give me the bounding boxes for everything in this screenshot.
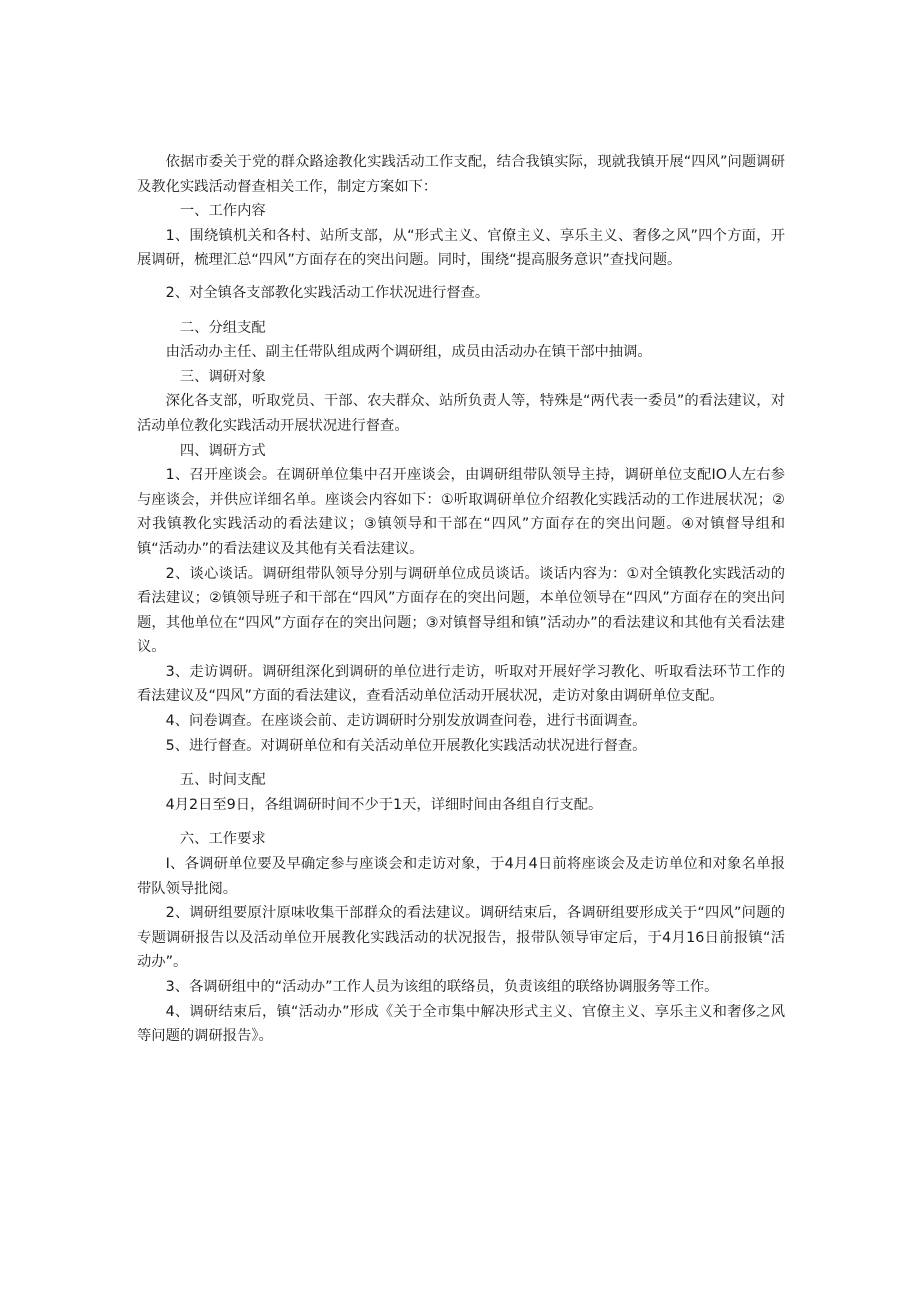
research-method-item-3: 3、走访调研。调研组深化到调研的单位进行走访，听取对开展好学习教化、听取看法环节工作的看法建议及“四风”方面的看法建议，查看活动单位活动开展状况，走访对象由调研单位支配。 (137, 663, 785, 705)
section-heading-work-content: 一、工作内容 (179, 203, 266, 220)
research-method-item-4: 4、问卷调查。在座谈会前、走访调研时分别发放调查问卷，进行书面调查。 (165, 713, 647, 730)
section-heading-research-methods: 四、调研方式 (179, 442, 266, 459)
research-method-item-2: 2、谈心谈话。调研组带队领导分别与调研单位成员谈话。谈话内容为：①对全镇教化实践活动的看法建议；②镇领导班子和干部在“四风”方面存在的突出问题，本单位领导在“四风”方面存在的突出问题，其他单位在“四风”方面存在的突出问题；③对镇督导组和镇”活动办”的看法建议和其他有关看法建议。 (137, 565, 785, 656)
section-heading-research-targets: 三、调研对象 (179, 368, 266, 385)
requirement-item-4: 4、调研结束后，镇“活动办”形成《关于全市集中解决形式主义、官僚主义、享乐主义和奢侈之风等问题的调研报告》。 (137, 1003, 785, 1045)
research-method-item-1: 1、召开座谈会。在调研单位集中召开座谈会，由调研组带队领导主持，调研单位支配IO人左右参与座谈会，并供应详细名单。座谈会内容如下：①听取调研单位介绍教化实践活动的工作进展状况；②对我镇教化实践活动的看法建议；③镇领导和干部在“四风”方面存在的突出问题。④对镇督导组和镇“活动办”的看法建议及其他有关看法建议。 (137, 467, 785, 557)
work-content-item-2: 2、对全镇各支部教化实践活动工作状况进行督查。 (165, 284, 490, 301)
requirement-item-1: I、各调研单位要及早确定参与座谈会和走访对象，于4月4日前将座谈会及走访单位和对象名单报带队领导批阅。 (137, 856, 785, 897)
grouping-paragraph: 由活动办主任、副主任带队组成两个调研组，成员由活动办在镇干部中抽调。 (165, 344, 652, 361)
section-heading-grouping: 二、分组支配 (179, 319, 266, 336)
document-page (137, 150, 785, 1049)
section-heading-schedule: 五、时间支配 (179, 772, 266, 789)
research-targets-paragraph: 深化各支部，听取党员、干部、农夫群众、站所负责人等，特殊是“两代表一委员”的看法建议，对活动单位教化实践活动开展状况进行督查。 (137, 393, 785, 434)
requirement-item-3: 3、各调研组中的“活动办”工作人员为该组的联络员，负责该组的联络协调服务等工作。 (165, 979, 719, 995)
section-heading-requirements: 六、工作要求 (179, 831, 266, 848)
requirement-item-2: 2、调研组要原汁原味收集干部群众的看法建议。调研结束后，各调研组要形成关于“四风”问题的专题调研报告以及活动单位开展教化实践活动的状况报告，报带队领导审定后，于4月16日前报镇“活动办”。 (137, 905, 785, 971)
research-method-item-5: 5、进行督查。对调研单位和有关活动单位开展教化实践活动状况进行督查。 (165, 737, 647, 754)
work-content-item-1: 1、围绕镇机关和各村、站所支部，从“形式主义、官僚主义、享乐主义、奢侈之风”四个方面，开展调研，梳理汇总“四风”方面存在的突出问题。同时，围绕“提高服务意识”查找问题。 (137, 227, 785, 269)
intro-paragraph: 依据市委关于党的群众路途教化实践活动工作支配，结合我镇实际，现就我镇开展“四风”问题调研及教化实践活动督查相关工作，制定方案如下： (137, 154, 785, 195)
schedule-paragraph: 4月2日至9日，各组调研时间不少于1天，详细时间由各组自行支配。 (165, 796, 603, 813)
